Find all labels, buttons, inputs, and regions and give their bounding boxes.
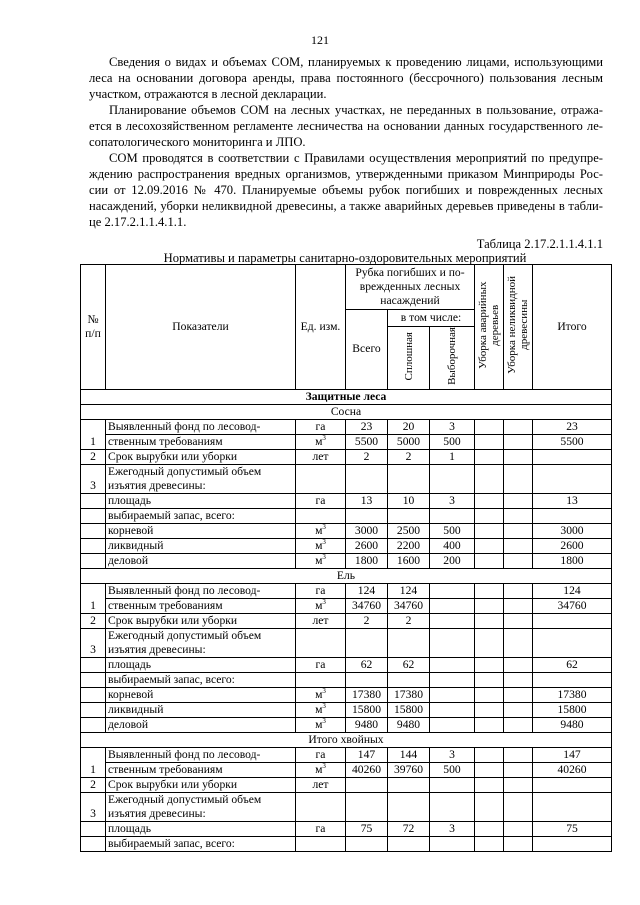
unit-superscript: 3 [322, 717, 326, 726]
value-cell-vsego: 9480 [346, 717, 388, 732]
row-number: 1 [81, 419, 106, 449]
row-number: 1 [81, 747, 106, 777]
table-row [81, 434, 612, 449]
row-label: выбираемый запас, всего: [106, 508, 296, 523]
unit-cell: лет [296, 449, 346, 464]
value-cell-splosh: 5000 [388, 434, 430, 449]
value-cell-avar [475, 628, 504, 657]
unit-cell: лет [296, 777, 346, 792]
value-cell-nelik [504, 821, 533, 836]
paragraph-2: Планирование объемов СОМ на лесных участках, не переданных в пользование, отража-ется в лесохозяйственном регламенте лесничества на основании данных государственного ле-сопатологического мониторинга и ЛПО. [89, 103, 603, 149]
row-number: 1 [81, 583, 106, 613]
table-row [81, 762, 612, 777]
value-cell-vsego: 15800 [346, 702, 388, 717]
unit-cell [296, 628, 346, 657]
row-number [81, 836, 106, 851]
value-cell-itogo [533, 777, 612, 792]
row-label: Выявленный фонд по лесовод- [106, 419, 296, 434]
value-cell-avar [475, 583, 504, 598]
value-cell-avar [475, 449, 504, 464]
table-row [81, 493, 612, 508]
header-including: в том числе: [388, 310, 475, 327]
value-cell-nelik [504, 717, 533, 732]
value-cell-avar [475, 702, 504, 717]
unit-superscript: 3 [322, 702, 326, 711]
value-cell-vsego: 124 [346, 583, 388, 598]
unit-superscript: 3 [322, 553, 326, 562]
value-cell-avar [475, 538, 504, 553]
value-cell-splosh [388, 464, 430, 493]
row-number [81, 553, 106, 568]
value-cell-splosh: 1600 [388, 553, 430, 568]
value-cell-vyb [430, 717, 475, 732]
unit-cell: га [296, 657, 346, 672]
table-row [81, 747, 612, 762]
table-row [81, 657, 612, 672]
header-total: Итого [533, 265, 612, 390]
table-caption: Таблица 2.17.2.1.1.4.1.1 [476, 237, 603, 251]
unit-cell [296, 464, 346, 493]
value-cell-splosh: 17380 [388, 687, 430, 702]
value-cell-nelik [504, 464, 533, 493]
value-cell-avar [475, 687, 504, 702]
unit-cell: $м^3$ [296, 762, 346, 777]
value-cell-vsego: 2 [346, 449, 388, 464]
value-cell-vyb: 500 [430, 762, 475, 777]
header-felling-total: Всего [346, 310, 388, 390]
value-cell-itogo: 23 [533, 419, 612, 434]
value-cell-splosh: 9480 [388, 717, 430, 732]
value-cell-nelik [504, 702, 533, 717]
value-cell-vyb [430, 508, 475, 523]
table-row [81, 792, 612, 821]
row-label: площадь [106, 657, 296, 672]
value-cell-splosh: 2 [388, 449, 430, 464]
row-number: 2 [81, 613, 106, 628]
table-row [81, 836, 612, 851]
value-cell-avar [475, 419, 504, 434]
unit-cell [296, 672, 346, 687]
row-label: корневой [106, 687, 296, 702]
value-cell-vyb [430, 657, 475, 672]
table-row [81, 523, 612, 538]
value-cell-avar [475, 523, 504, 538]
value-cell-nelik [504, 538, 533, 553]
row-number: 2 [81, 777, 106, 792]
value-cell-splosh: 144 [388, 747, 430, 762]
row-label: Выявленный фонд по лесовод- [106, 747, 296, 762]
value-cell-vsego: 3000 [346, 523, 388, 538]
row-label: корневой [106, 523, 296, 538]
row-label: Ежегодный допустимый объем изъятия древесины: [106, 628, 296, 657]
table-title: Нормативы и параметры санитарно-оздоровительных мероприятий [163, 251, 527, 265]
value-cell-splosh [388, 836, 430, 851]
value-cell-splosh: 2 [388, 613, 430, 628]
value-cell-itogo [533, 613, 612, 628]
row-label: выбираемый запас, всего: [106, 836, 296, 851]
value-cell-itogo [533, 836, 612, 851]
value-cell-itogo [533, 449, 612, 464]
value-cell-nelik [504, 449, 533, 464]
paragraph-3: СОМ проводятся в соответствии с Правилами осуществления мероприятий по предупре-ждению распространения вредных организмов, утвержденными приказом Минприроды Рос-сии от 12.09.2016 № 470. Планируемые объемы рубок погибших и поврежденных лесных насаждений, уборки неликвидной древесины, а также аварийных деревьев приведены в табли-це 2.17.2.1.1.4.1.1. [89, 151, 603, 229]
header-num: № п/п [81, 265, 106, 390]
value-cell-vsego: 17380 [346, 687, 388, 702]
row-label: ственным требованиям [106, 598, 296, 613]
row-label: Выявленный фонд по лесовод- [106, 583, 296, 598]
row-label: ственным требованиям [106, 762, 296, 777]
header-emergency: Уборка аварийных деревьев [475, 265, 504, 390]
table-row [81, 821, 612, 836]
value-cell-splosh [388, 777, 430, 792]
row-label: площадь [106, 821, 296, 836]
table-row [81, 687, 612, 702]
value-cell-vsego: 34760 [346, 598, 388, 613]
value-cell-itogo: 34760 [533, 598, 612, 613]
value-cell-vyb: 3 [430, 821, 475, 836]
value-cell-vyb [430, 836, 475, 851]
value-cell-itogo: 9480 [533, 717, 612, 732]
value-cell-avar [475, 717, 504, 732]
value-cell-vyb [430, 613, 475, 628]
row-number: 3 [81, 792, 106, 821]
value-cell-itogo [533, 464, 612, 493]
sanitary-measures-table [80, 264, 612, 852]
row-label: Ежегодный допустимый объем изъятия древесины: [106, 792, 296, 821]
unit-cell: $м^3$ [296, 702, 346, 717]
paragraph-1: Сведения о видах и объемах СОМ, планируемых к проведению лицами, использующими леса на основании договора аренды, права постоянного (бессрочного) пользования лесным участком, отражаются в лесной декларации. [89, 55, 603, 101]
table-row [81, 628, 612, 657]
row-label: Срок вырубки или уборки [106, 613, 296, 628]
value-cell-avar [475, 777, 504, 792]
value-cell-vyb [430, 628, 475, 657]
row-number [81, 657, 106, 672]
value-cell-vyb [430, 464, 475, 493]
value-cell-nelik [504, 777, 533, 792]
unit-superscript: 3 [322, 434, 326, 443]
unit-cell: $м^3$ [296, 717, 346, 732]
page-number: 121 [311, 33, 329, 47]
value-cell-nelik [504, 598, 533, 613]
value-cell-avar [475, 493, 504, 508]
value-cell-avar [475, 762, 504, 777]
row-label: ликвидный [106, 702, 296, 717]
value-cell-splosh: 39760 [388, 762, 430, 777]
value-cell-itogo: 147 [533, 747, 612, 762]
unit-cell: $м^3$ [296, 523, 346, 538]
value-cell-itogo: 3000 [533, 523, 612, 538]
value-cell-vsego [346, 464, 388, 493]
table-header-row-1 [81, 265, 612, 310]
value-cell-nelik [504, 657, 533, 672]
group-row [81, 568, 612, 583]
value-cell-nelik [504, 419, 533, 434]
value-cell-vyb: 500 [430, 434, 475, 449]
value-cell-itogo: 75 [533, 821, 612, 836]
value-cell-splosh [388, 672, 430, 687]
unit-cell: $м^3$ [296, 538, 346, 553]
row-label: деловой [106, 553, 296, 568]
row-number [81, 702, 106, 717]
row-number: 2 [81, 449, 106, 464]
value-cell-vsego [346, 672, 388, 687]
table-row [81, 508, 612, 523]
group-row [81, 404, 612, 419]
unit-cell [296, 792, 346, 821]
row-number: 3 [81, 628, 106, 657]
value-cell-vsego: 62 [346, 657, 388, 672]
value-cell-nelik [504, 836, 533, 851]
value-cell-vyb: 3 [430, 493, 475, 508]
value-cell-nelik [504, 493, 533, 508]
value-cell-vsego: 40260 [346, 762, 388, 777]
value-cell-vsego: 75 [346, 821, 388, 836]
value-cell-avar [475, 657, 504, 672]
value-cell-vsego [346, 792, 388, 821]
value-cell-itogo: 62 [533, 657, 612, 672]
value-cell-vsego: 13 [346, 493, 388, 508]
value-cell-splosh: 72 [388, 821, 430, 836]
value-cell-nelik [504, 628, 533, 657]
value-cell-nelik [504, 508, 533, 523]
value-cell-vsego [346, 836, 388, 851]
section-row [81, 389, 612, 404]
value-cell-itogo: 13 [533, 493, 612, 508]
value-cell-avar [475, 508, 504, 523]
row-label: ликвидный [106, 538, 296, 553]
row-number [81, 508, 106, 523]
unit-cell: $м^3$ [296, 553, 346, 568]
value-cell-vyb [430, 672, 475, 687]
row-number [81, 523, 106, 538]
value-cell-itogo: 40260 [533, 762, 612, 777]
table-row [81, 672, 612, 687]
value-cell-itogo [533, 792, 612, 821]
table-row [81, 583, 612, 598]
value-cell-vyb [430, 792, 475, 821]
value-cell-avar [475, 836, 504, 851]
value-cell-nelik [504, 762, 533, 777]
unit-cell [296, 508, 346, 523]
value-cell-avar [475, 434, 504, 449]
value-cell-itogo: 1800 [533, 553, 612, 568]
value-cell-avar [475, 747, 504, 762]
header-indicator: Показатели [106, 265, 296, 390]
header-illiquid: Уборка неликвидной древесины [504, 265, 533, 390]
unit-cell: га [296, 821, 346, 836]
value-cell-nelik [504, 613, 533, 628]
table-row [81, 702, 612, 717]
value-cell-vsego [346, 777, 388, 792]
unit-superscript: 3 [322, 762, 326, 771]
unit-cell [296, 836, 346, 851]
unit-cell: га [296, 583, 346, 598]
value-cell-itogo: 5500 [533, 434, 612, 449]
row-number [81, 538, 106, 553]
value-cell-nelik [504, 747, 533, 762]
value-cell-itogo: 124 [533, 583, 612, 598]
value-cell-nelik [504, 553, 533, 568]
header-felling-group: Рубка погибших и по-врежденных лесных насаждений [346, 265, 475, 310]
section-title: Защитные леса [81, 389, 612, 404]
value-cell-itogo [533, 628, 612, 657]
value-cell-vyb: 1 [430, 449, 475, 464]
value-cell-avar [475, 598, 504, 613]
table-row [81, 777, 612, 792]
value-cell-itogo: 15800 [533, 702, 612, 717]
value-cell-splosh [388, 628, 430, 657]
row-number [81, 717, 106, 732]
value-cell-nelik [504, 434, 533, 449]
row-label: деловой [106, 717, 296, 732]
unit-superscript: 3 [322, 523, 326, 532]
value-cell-itogo [533, 672, 612, 687]
table-row [81, 464, 612, 493]
value-cell-splosh [388, 792, 430, 821]
value-cell-nelik [504, 523, 533, 538]
value-cell-vyb: 400 [430, 538, 475, 553]
row-number [81, 687, 106, 702]
row-label: Срок вырубки или уборки [106, 777, 296, 792]
value-cell-vyb [430, 687, 475, 702]
value-cell-vyb [430, 777, 475, 792]
row-number: 3 [81, 464, 106, 493]
value-cell-splosh [388, 508, 430, 523]
value-cell-vsego: 5500 [346, 434, 388, 449]
value-cell-splosh: 124 [388, 583, 430, 598]
unit-cell: га [296, 493, 346, 508]
value-cell-splosh: 10 [388, 493, 430, 508]
header-selective: Выборочная [430, 327, 475, 390]
value-cell-vsego: 23 [346, 419, 388, 434]
unit-cell: $м^3$ [296, 598, 346, 613]
unit-cell: га [296, 419, 346, 434]
row-number [81, 493, 106, 508]
value-cell-splosh: 15800 [388, 702, 430, 717]
value-cell-vsego: 2600 [346, 538, 388, 553]
value-cell-avar [475, 464, 504, 493]
table-row [81, 598, 612, 613]
unit-cell: $м^3$ [296, 434, 346, 449]
value-cell-splosh: 62 [388, 657, 430, 672]
value-cell-itogo [533, 508, 612, 523]
row-number [81, 672, 106, 687]
value-cell-vsego: 2 [346, 613, 388, 628]
value-cell-avar [475, 821, 504, 836]
value-cell-itogo: 2600 [533, 538, 612, 553]
value-cell-nelik [504, 687, 533, 702]
table-row [81, 553, 612, 568]
row-label: площадь [106, 493, 296, 508]
value-cell-vyb: 500 [430, 523, 475, 538]
table-row [81, 538, 612, 553]
row-label: ственным требованиям [106, 434, 296, 449]
value-cell-vsego: 147 [346, 747, 388, 762]
table-row [81, 717, 612, 732]
unit-superscript: 3 [322, 687, 326, 696]
value-cell-splosh: 2200 [388, 538, 430, 553]
value-cell-vyb [430, 702, 475, 717]
table-row [81, 419, 612, 434]
value-cell-splosh: 2500 [388, 523, 430, 538]
value-cell-splosh: 34760 [388, 598, 430, 613]
value-cell-nelik [504, 792, 533, 821]
group-title: Ель [81, 568, 612, 583]
table-row [81, 449, 612, 464]
header-clear: Сплошная [388, 327, 430, 390]
value-cell-vyb [430, 583, 475, 598]
row-number [81, 821, 106, 836]
row-label: Ежегодный допустимый объем изъятия древесины: [106, 464, 296, 493]
unit-superscript: 3 [322, 538, 326, 547]
value-cell-vyb [430, 598, 475, 613]
value-cell-vsego: 1800 [346, 553, 388, 568]
value-cell-avar [475, 672, 504, 687]
group-title: Итого хвойных [81, 732, 612, 747]
unit-cell: $м^3$ [296, 687, 346, 702]
group-row [81, 732, 612, 747]
value-cell-vyb: 3 [430, 419, 475, 434]
value-cell-vyb: 200 [430, 553, 475, 568]
value-cell-avar [475, 553, 504, 568]
value-cell-avar [475, 792, 504, 821]
unit-cell: га [296, 747, 346, 762]
unit-superscript: 3 [322, 598, 326, 607]
header-unit: Ед. изм. [296, 265, 346, 390]
value-cell-nelik [504, 672, 533, 687]
row-label: Срок вырубки или уборки [106, 449, 296, 464]
value-cell-splosh: 20 [388, 419, 430, 434]
group-title: Сосна [81, 404, 612, 419]
value-cell-avar [475, 613, 504, 628]
table-row [81, 613, 612, 628]
value-cell-vyb: 3 [430, 747, 475, 762]
row-label: выбираемый запас, всего: [106, 672, 296, 687]
unit-cell: лет [296, 613, 346, 628]
value-cell-itogo: 17380 [533, 687, 612, 702]
value-cell-vsego [346, 508, 388, 523]
value-cell-vsego [346, 628, 388, 657]
value-cell-nelik [504, 583, 533, 598]
